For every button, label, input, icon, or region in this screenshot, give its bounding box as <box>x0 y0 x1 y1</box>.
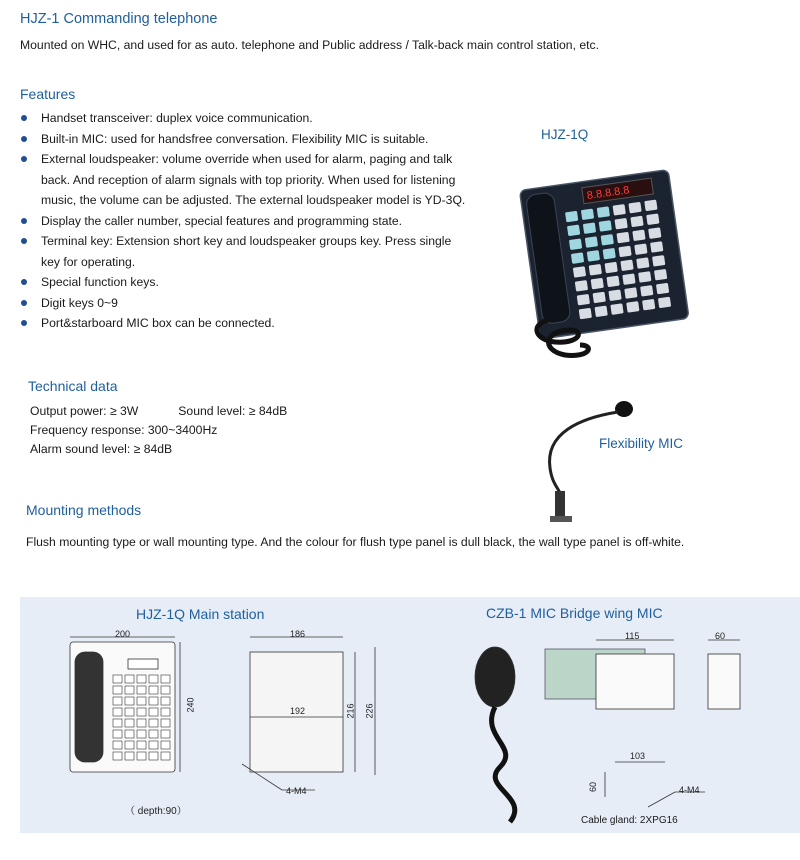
keypad-key <box>565 211 578 223</box>
feature-item: External loudspeaker: volume override when used for alarm, paging and talk back. And reception of alarm signals with top priority. When used for listening music, the volume can be adjusted. The external loudspeaker model is YD-3Q. <box>20 149 466 211</box>
mic-dim-side: 60 <box>715 631 726 641</box>
drawing-key <box>137 741 146 749</box>
bullet-icon <box>21 115 27 121</box>
keypad-key <box>601 234 614 246</box>
keypad-key <box>630 216 643 228</box>
drawing-key <box>113 730 122 738</box>
drawing-key <box>149 675 158 683</box>
keypad-key <box>632 230 645 242</box>
keypad-key <box>571 252 584 264</box>
keypad-key <box>583 222 596 234</box>
mic-dim-spacing: 103 <box>630 751 646 761</box>
keypad-key <box>652 255 665 267</box>
drawing-key <box>137 675 146 683</box>
drawing-key <box>149 719 158 727</box>
feature-item: Digit keys 0~9 <box>20 293 490 314</box>
drawing-key <box>125 752 134 760</box>
keypad-key <box>620 260 633 272</box>
dim-panel-width: 186 <box>290 629 306 639</box>
keypad-key <box>569 238 582 250</box>
keypad-key <box>615 218 628 230</box>
drawing-key <box>161 752 170 760</box>
product-label: HJZ-1Q <box>541 127 589 142</box>
keypad-key <box>593 292 606 304</box>
keypad-key <box>587 250 600 262</box>
drawing-key <box>137 708 146 716</box>
dim-height: 240 <box>185 697 196 713</box>
keypad-key <box>577 294 590 306</box>
drawing-key <box>125 697 134 705</box>
feature-item: Handset transceiver: duplex voice communication. <box>20 108 490 129</box>
dimension-drawings <box>20 597 800 833</box>
keypad-key <box>626 301 639 313</box>
drawing-key <box>149 741 158 749</box>
drawing-key <box>161 708 170 716</box>
bullet-icon <box>21 238 27 244</box>
cable-gland: Cable gland: 2XPG16 <box>581 815 678 826</box>
drawing-key <box>113 686 122 694</box>
mounting-heading: Mounting methods <box>26 502 142 518</box>
drawing-key <box>113 697 122 705</box>
keypad-key <box>613 204 626 216</box>
mic-dim-height: 60 <box>588 781 599 793</box>
keypad-key <box>591 278 604 290</box>
drawing-key <box>125 741 134 749</box>
drawing-key <box>125 675 134 683</box>
drawing-key <box>161 686 170 694</box>
keypad-key <box>589 264 602 276</box>
page-title: HJZ-1 Commanding telephone <box>20 11 218 27</box>
drawing-key <box>125 730 134 738</box>
keypad-key <box>585 236 598 248</box>
intro-text: Mounted on WHC, and used for as auto. telephone and Public address / Talk-back main control station, etc. <box>20 38 600 52</box>
flex-mic-label: Flexibility MIC <box>599 436 684 451</box>
drawing-key <box>137 686 146 694</box>
display-digits: 8.8.8.8.8 <box>586 184 631 203</box>
drawing-key <box>161 719 170 727</box>
keypad-key <box>606 276 619 288</box>
keypad-key <box>638 271 651 283</box>
technical-heading: Technical data <box>28 378 118 394</box>
drawing-key <box>113 719 122 727</box>
feature-item: Port&starboard MIC box can be connected. <box>20 313 490 334</box>
keypad-key <box>603 248 616 260</box>
technical-data <box>30 402 287 459</box>
keypad-key <box>579 308 592 320</box>
keypad-key <box>616 232 629 244</box>
keypad-key <box>658 297 671 309</box>
output-power: Output power: ≥ 3W <box>30 404 139 418</box>
keypad-key <box>581 209 594 221</box>
keypad-key <box>575 280 588 292</box>
keypad-key <box>624 287 637 299</box>
feature-item: Special function keys. <box>20 272 490 293</box>
dim-width: 200 <box>115 629 131 639</box>
dim-outer-height: 226 <box>364 703 375 719</box>
drawing-key <box>149 697 158 705</box>
keypad-key <box>573 266 586 278</box>
bullet-icon <box>21 218 27 224</box>
drawing-key <box>161 741 170 749</box>
bullet-icon <box>21 300 27 306</box>
drawing-key <box>113 675 122 683</box>
sound-level: Sound level: ≥ 84dB <box>178 404 288 418</box>
telephone-image <box>510 150 690 375</box>
mic-dim-width: 115 <box>625 631 640 641</box>
keypad-key <box>628 202 641 214</box>
keypad-key <box>646 213 659 225</box>
keypad-key <box>595 306 608 318</box>
drawing-key <box>149 752 158 760</box>
bullet-icon <box>21 156 27 162</box>
features-list <box>20 108 490 334</box>
keypad-key <box>567 225 580 237</box>
drawing-key <box>137 697 146 705</box>
bullet-icon <box>21 136 27 142</box>
dim-screw: 4-M4 <box>286 786 307 796</box>
drawing-key <box>137 752 146 760</box>
drawing-key <box>113 741 122 749</box>
keypad-key <box>634 243 647 255</box>
drawing-key <box>125 686 134 694</box>
feature-item: Terminal key: Extension short key and loudspeaker groups key. Press single key for operating. <box>20 231 466 272</box>
keypad-key <box>610 303 623 315</box>
flex-mic-image <box>540 398 640 533</box>
feature-item: Built-in MIC: used for handsfree conversation. Flexibility MIC is suitable. <box>20 129 490 150</box>
dim-inner-height: 216 <box>345 703 356 719</box>
keypad-key <box>642 299 655 311</box>
keypad-key <box>622 273 635 285</box>
drawing-key <box>149 708 158 716</box>
keypad-key <box>599 220 612 232</box>
main-station-title: HJZ-1Q Main station <box>136 606 265 622</box>
mic-dim-screw: 4-M4 <box>679 785 700 795</box>
keypad-key <box>618 246 631 258</box>
keypad-key <box>656 283 669 295</box>
keypad-key <box>608 289 621 301</box>
alarm-level: Alarm sound level: ≥ 84dB <box>30 442 173 456</box>
drawing-key <box>113 752 122 760</box>
drawing-key <box>137 730 146 738</box>
drawing-key <box>161 730 170 738</box>
keypad-key <box>605 262 618 274</box>
bullet-icon <box>21 320 27 326</box>
feature-item: Display the caller number, special features and programming state. <box>20 211 490 232</box>
keypad-key <box>640 285 653 297</box>
drawing-key <box>149 686 158 694</box>
frequency-response: Frequency response: 300~3400Hz <box>30 423 218 437</box>
drawing-key <box>113 708 122 716</box>
features-heading: Features <box>20 86 76 102</box>
mounting-text: Flush mounting type or wall mounting type. And the colour for flush type panel is dull black, the wall type panel is off-white. <box>26 535 685 549</box>
bullet-icon <box>21 279 27 285</box>
keypad-key <box>597 206 610 218</box>
keypad-key <box>654 269 667 281</box>
drawing-key <box>125 708 134 716</box>
drawing-key <box>137 719 146 727</box>
drawing-key <box>149 730 158 738</box>
drawing-key <box>161 697 170 705</box>
keypad-key <box>636 257 649 269</box>
dim-inner-width: 192 <box>290 706 306 716</box>
keypad-key <box>650 241 663 253</box>
drawing-key <box>125 719 134 727</box>
mic-title: CZB-1 MIC Bridge wing MIC <box>486 605 663 621</box>
dim-depth: （ depth:90） <box>125 806 187 817</box>
drawing-key <box>161 675 170 683</box>
keypad-key <box>644 200 657 212</box>
keypad-key <box>648 227 661 239</box>
